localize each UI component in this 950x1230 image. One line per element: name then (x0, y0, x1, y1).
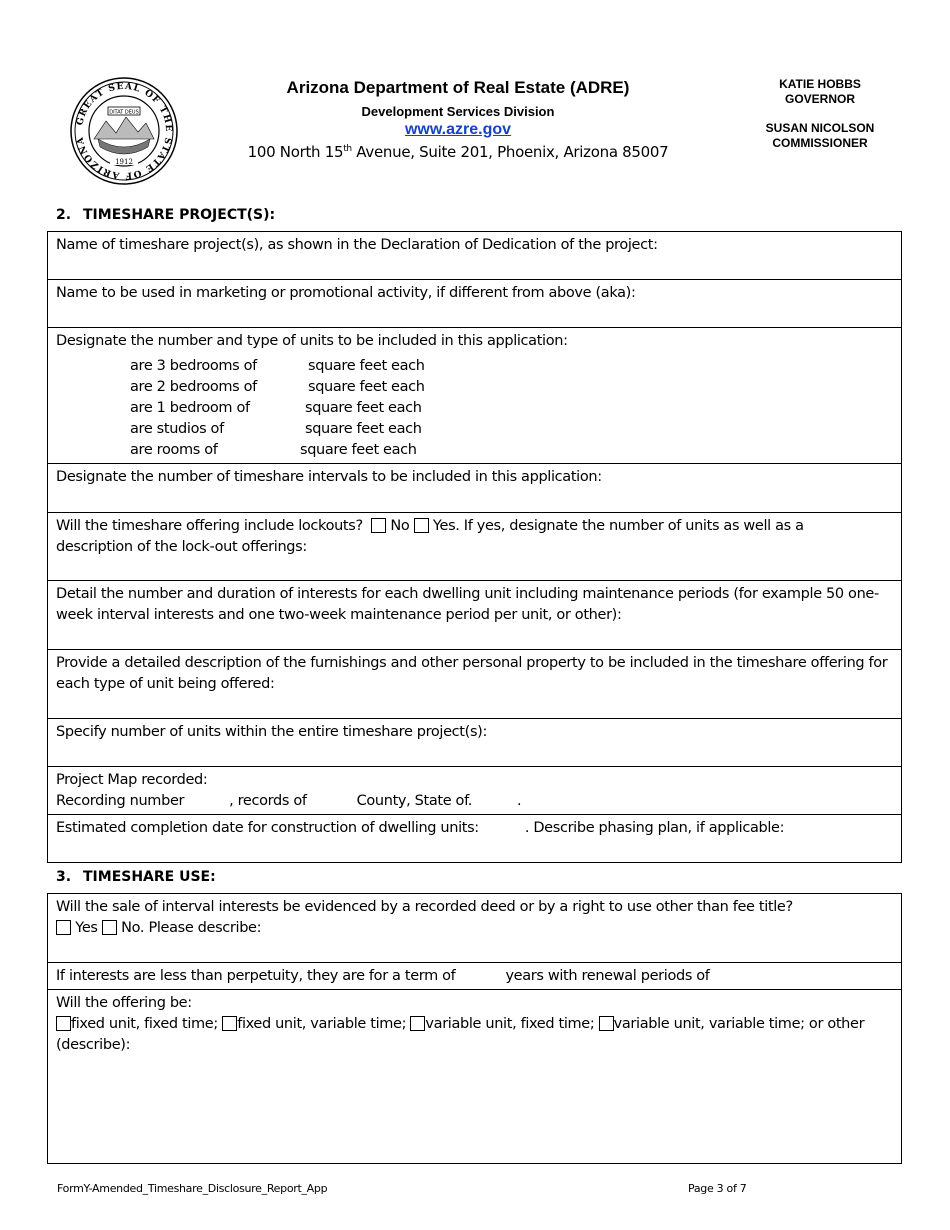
governor-block (750, 77, 890, 107)
term-field[interactable]: If interests are less than perpetuity, they are for a term of years with renewal periods of (48, 963, 901, 990)
project-name-field[interactable]: Name of timeshare project(s), as shown in the Declaration of Dedication of the project: (48, 232, 901, 280)
unit-types-field[interactable]: Designate the number and type of units to be included in this application: are 3 bedrooms of square feet each are 2 bedrooms of square feet each are 1 bedroom of square feet each are studios of square feet each are rooms of square feet each (48, 328, 901, 464)
furnishings-field[interactable]: Provide a detailed description of the furnishings and other personal property to be included in the timeshare offering for each type of unit being offered: (48, 650, 901, 719)
section-3-heading: 3. TIMESHARE USE: (56, 869, 216, 885)
lockouts-yes-checkbox[interactable] (414, 518, 429, 533)
form-name-footer: FormY-Amended_Timeshare_Disclosure_Report_App (57, 1182, 328, 1195)
duration-field[interactable]: Detail the number and duration of interests for each dwelling unit including maintenance periods (for example 50 one- week interval interests and one two-week maintenance period per unit, or other): (48, 581, 901, 650)
deed-yes-checkbox[interactable] (56, 920, 71, 935)
deed-field: Will the sale of interval interests be evidenced by a recorded deed or by a right to use other than fee title? Yes No. Please describe: (48, 894, 901, 963)
agency-title: Arizona Department of Real Estate (ADRE) (286, 78, 630, 97)
units-total-field[interactable]: Specify number of units within the entire timeshare project(s): (48, 719, 901, 767)
variable-unit-variable-time-checkbox[interactable] (599, 1016, 614, 1031)
unit-line: are 3 bedrooms of square feet each (130, 358, 425, 374)
offering-type-field: Will the offering be: fixed unit, fixed time; fixed unit, variable time; variable unit, fixed time; variable unit, variable time; or other (describe): (56, 995, 865, 1053)
division-name: Development Services Division (361, 104, 555, 119)
governor-title: GOVERNOR (784, 92, 855, 106)
section-2-heading: 2. TIMESHARE PROJECT(S): (56, 207, 276, 223)
svg-text:GREAT SEAL OF THE STATE OF ARI: GREAT SEAL OF THE STATE OF ARIZONA (75, 81, 174, 181)
unit-line: are studios of square feet each (130, 421, 422, 437)
state-seal-logo (70, 77, 178, 185)
agency-address: 100 North 15th Avenue, Suite 201, Phoenix, Arizona 85007 (247, 143, 669, 161)
unit-line: are rooms of square feet each (130, 442, 417, 458)
governor-name: KATIE HOBBS (779, 77, 861, 91)
unit-line: are 2 bedrooms of square feet each (130, 379, 425, 395)
marketing-name-field[interactable]: Name to be used in marketing or promotional activity, if different from above (aka): (48, 280, 901, 328)
timeshare-use-table (47, 893, 902, 1164)
timeshare-project-table (47, 231, 902, 863)
commissioner-name: SUSAN NICOLSON (765, 121, 875, 135)
svg-text:DITAT DEUS: DITAT DEUS (109, 109, 139, 116)
svg-text:1912: 1912 (115, 158, 133, 166)
fixed-unit-variable-time-checkbox[interactable] (222, 1016, 237, 1031)
lockouts-no-checkbox[interactable] (371, 518, 386, 533)
project-map-field[interactable]: Project Map recorded: Recording number , records of County, State of. . (48, 767, 901, 815)
commissioner-title: COMMISSIONER (772, 136, 868, 150)
completion-date-field[interactable]: Estimated completion date for construction of dwelling units: . Describe phasing plan, if applicable: (56, 820, 785, 836)
deed-no-checkbox[interactable] (102, 920, 117, 935)
variable-unit-fixed-time-checkbox[interactable] (410, 1016, 425, 1031)
fixed-unit-fixed-time-checkbox[interactable] (56, 1016, 71, 1031)
page-number: Page 3 of 7 (688, 1182, 747, 1195)
commissioner-block (750, 121, 890, 151)
website-link[interactable]: www.azre.gov (404, 121, 512, 138)
intervals-field[interactable]: Designate the number of timeshare intervals to be included in this application: (48, 464, 901, 513)
unit-line: are 1 bedroom of square feet each (130, 400, 422, 416)
lockouts-field: Will the timeshare offering include lockouts? No Yes. If yes, designate the number of units as well as a description of the lock-out offerings: (48, 513, 901, 581)
